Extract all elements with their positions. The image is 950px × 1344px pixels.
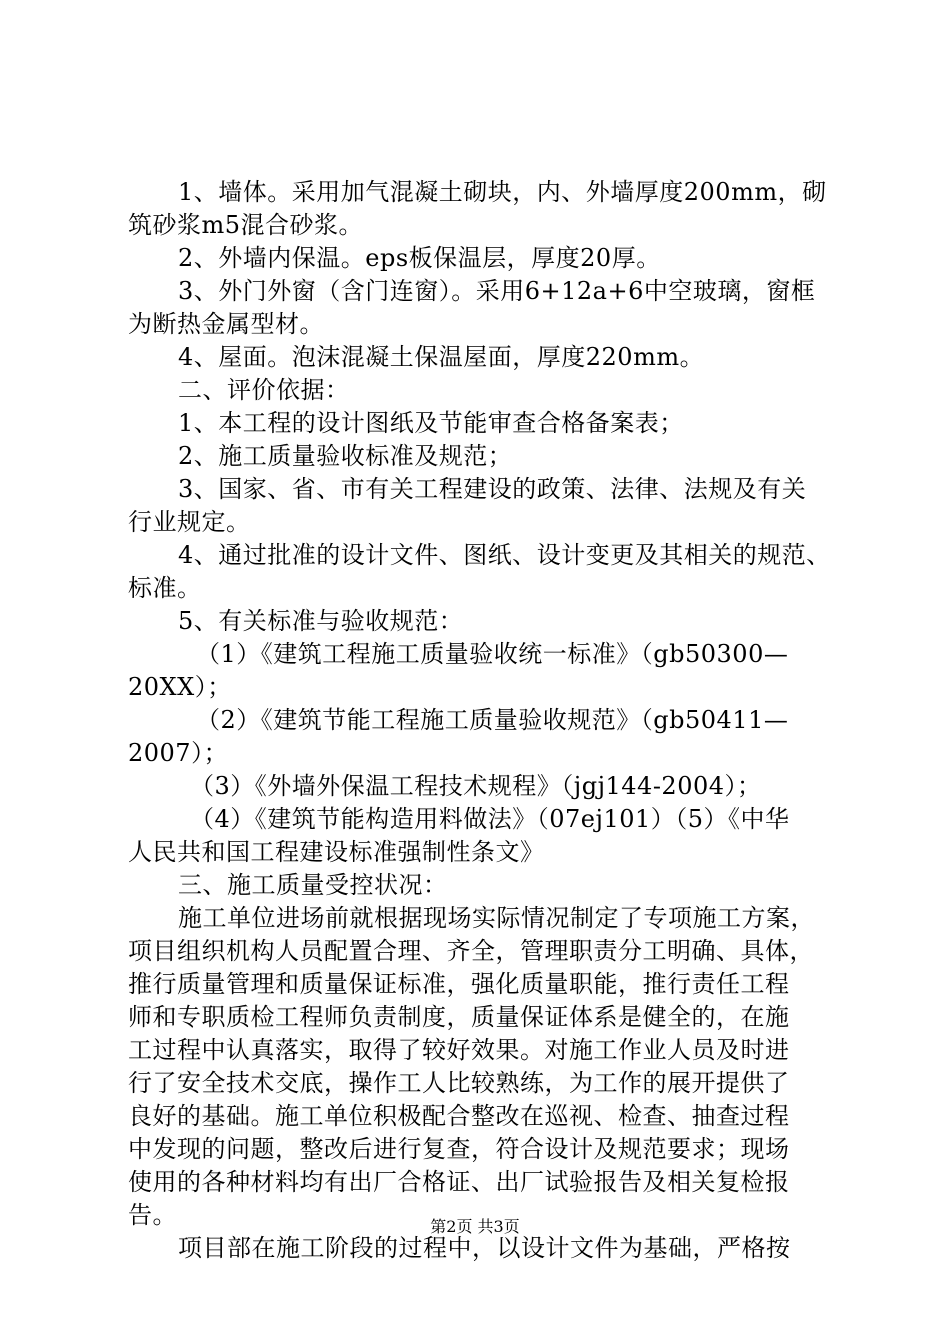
page-footer — [0, 1216, 950, 1238]
text-line: 4、通过批准的设计文件、图纸、设计变更及其相关的规范、 — [178, 541, 831, 569]
text-line: 2007）； — [128, 739, 229, 767]
text-line: 4、屋面。泡沫混凝土保温屋面，厚度220mm。 — [178, 343, 705, 371]
text-line: （2）《建筑节能工程施工质量验收规范》（gb50411— — [196, 706, 789, 734]
text-line: 行业规定。 — [128, 508, 251, 536]
text-line: 使用的各种材料均有出厂合格证、出厂试验报告及相关复检报 — [128, 1168, 790, 1196]
document-body — [128, 176, 838, 1265]
text-line: 标准。 — [128, 574, 202, 602]
text-line: 20XX）； — [128, 673, 232, 701]
text-line: 5、有关标准与验收规范： — [178, 607, 464, 635]
text-line: 1、本工程的设计图纸及节能审查合格备案表； — [178, 409, 684, 437]
text-line: 良好的基础。施工单位积极配合整改在巡视、检查、抽查过程 — [128, 1102, 790, 1130]
section-heading: 二、评价依据： — [178, 376, 350, 404]
text-line: 1、墙体。采用加气混凝土砌块，内、外墙厚度200mm，砌 — [178, 178, 827, 206]
text-line: 3、外门外窗（含门连窗）。采用6+12a+6中空玻璃，窗框 — [178, 277, 816, 305]
text-line: 中发现的问题，整改后进行复查，符合设计及规范要求；现场 — [128, 1135, 790, 1163]
text-line: 告。 — [128, 1201, 177, 1229]
section-heading: 三、施工质量受控状况： — [178, 871, 448, 899]
text-line: （3）《外墙外保温工程技术规程》（jgj144-2004）； — [190, 772, 762, 800]
text-line: 为断热金属型材。 — [128, 310, 324, 338]
text-line: 行了安全技术交底，操作工人比较熟练，为工作的展开提供了 — [128, 1069, 790, 1097]
text-line: 项目组织机构人员配置合理、齐全，管理职责分工明确、具体， — [128, 937, 814, 965]
text-line: 2、施工质量验收标准及规范； — [178, 442, 513, 470]
page-number: 第2页 共3页 — [430, 1217, 520, 1236]
text-line: 3、国家、省、市有关工程建设的政策、法律、法规及有关 — [178, 475, 807, 503]
text-line: 推行质量管理和质量保证标准，强化质量职能，推行责任工程 — [128, 970, 790, 998]
text-line: 2、外墙内保温。eps板保温层，厚度20厚。 — [178, 244, 661, 272]
text-line: 筑砂浆m5混合砂浆。 — [128, 211, 364, 239]
text-line: 施工单位进场前就根据现场实际情况制定了专项施工方案， — [178, 904, 815, 932]
text-line: 师和专职质检工程师负责制度，质量保证体系是健全的，在施 — [128, 1003, 790, 1031]
text-line: 人民共和国工程建设标准强制性条文》 — [128, 838, 545, 866]
text-line: 项目部在施工阶段的过程中，以设计文件为基础，严格按 — [178, 1234, 791, 1262]
text-line: 工过程中认真落实，取得了较好效果。对施工作业人员及时进 — [128, 1036, 790, 1064]
text-line: （1）《建筑工程施工质量验收统一标准》（gb50300— — [196, 640, 789, 668]
text-line: （4）《建筑节能构造用料做法》（07ej101）（5）《中华 — [190, 805, 790, 833]
